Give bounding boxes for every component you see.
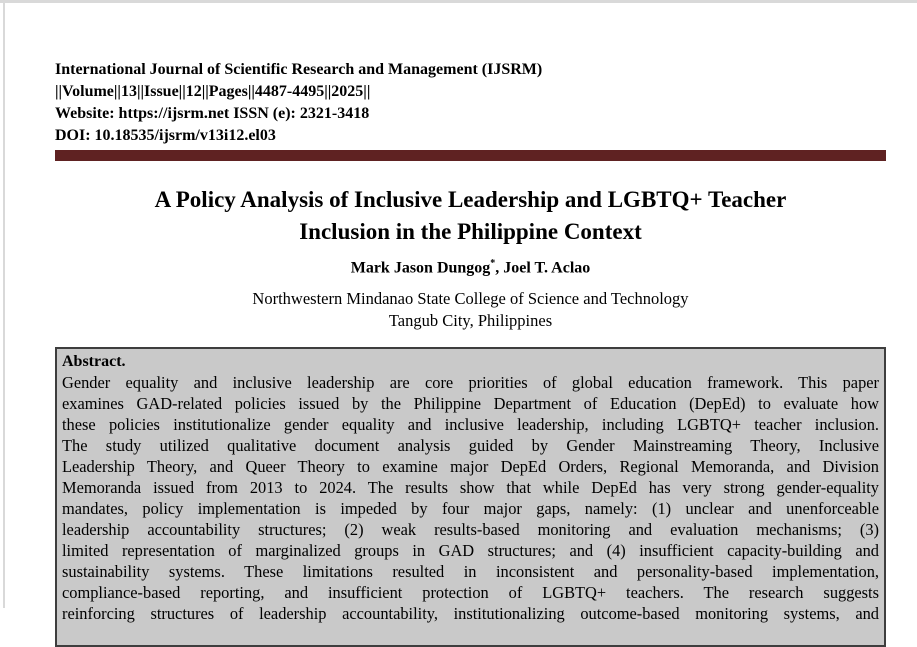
authors-line [55,253,886,279]
journal-header [55,59,886,147]
abstract-line: leadership accountability structures; (2) weak results-based monitoring and evaluation mechanisms; (3) [62,520,879,540]
journal-name-line: International Journal of Scientific Research and Management (IJSRM) [55,61,543,78]
abstract-line: limited representation of marginalized groups in GAD structures; and (4) insufficient capacity-building and [62,541,879,561]
abstract-line: these policies institutionalize gender equality and inclusive leadership, including LGBTQ+ teacher inclusion. [62,415,879,435]
header-rule [55,150,886,161]
abstract-line: Leadership Theory, and Queer Theory to examine major DepEd Orders, Regional Memoranda, and Division [62,457,879,477]
abstract-line: examines GAD-related policies issued by the Philippine Department of Education (DepEd) to evaluate how [62,394,879,414]
page-left-edge [3,0,5,608]
abstract-line: mandates, policy implementation is impeded by four major gaps, namely: (1) unclear and unenforceable [62,499,879,519]
page-content [55,0,886,647]
volume-issue-line: ||Volume||13||Issue||12||Pages||4487-4495||2025|| [55,83,371,100]
abstract-heading: Abstract. [62,353,126,371]
affiliation-block [55,288,886,332]
abstract-box [55,347,886,647]
doi-line: DOI: 10.18535/ijsrm/v13i12.el03 [55,127,276,144]
article-title-line-2: Inclusion in the Philippine Context [299,219,642,244]
website-issn-line: Website: https://ijsrm.net ISSN (e): 2321-3418 [55,105,370,122]
abstract-line: Gender equality and inclusive leadership are core priorities of global education framework. This paper [62,373,879,393]
author-2: , Joel T. Aclao [495,259,591,277]
abstract-line: Memoranda issued from 2013 to 2024. The results show that while DepEd has very strong gender-equality [62,478,879,498]
author-1: Mark Jason Dungog [350,259,491,277]
affiliation-line-2: Tangub City, Philippines [388,311,553,331]
article-title-line-1: A Policy Analysis of Inclusive Leadership and LGBTQ+ Teacher [154,187,787,212]
affiliation-line-1: Northwestern Mindanao State College of Science and Technology [252,289,689,309]
abstract-line: The study utilized qualitative document analysis guided by Gender Mainstreaming Theory, Inclusive [62,436,879,456]
article-title [55,184,886,248]
abstract-line: compliance-based reporting, and insufficient protection of LGBTQ+ teachers. The research suggests [62,583,879,603]
abstract-line: sustainability systems. These limitations resulted in inconsistent and personality-based implementation, [62,562,879,582]
abstract-line: reinforcing structures of leadership accountability, institutionalizing outcome-based monitoring systems, and [62,604,879,624]
author-footnote-asterisk: * [490,258,496,269]
